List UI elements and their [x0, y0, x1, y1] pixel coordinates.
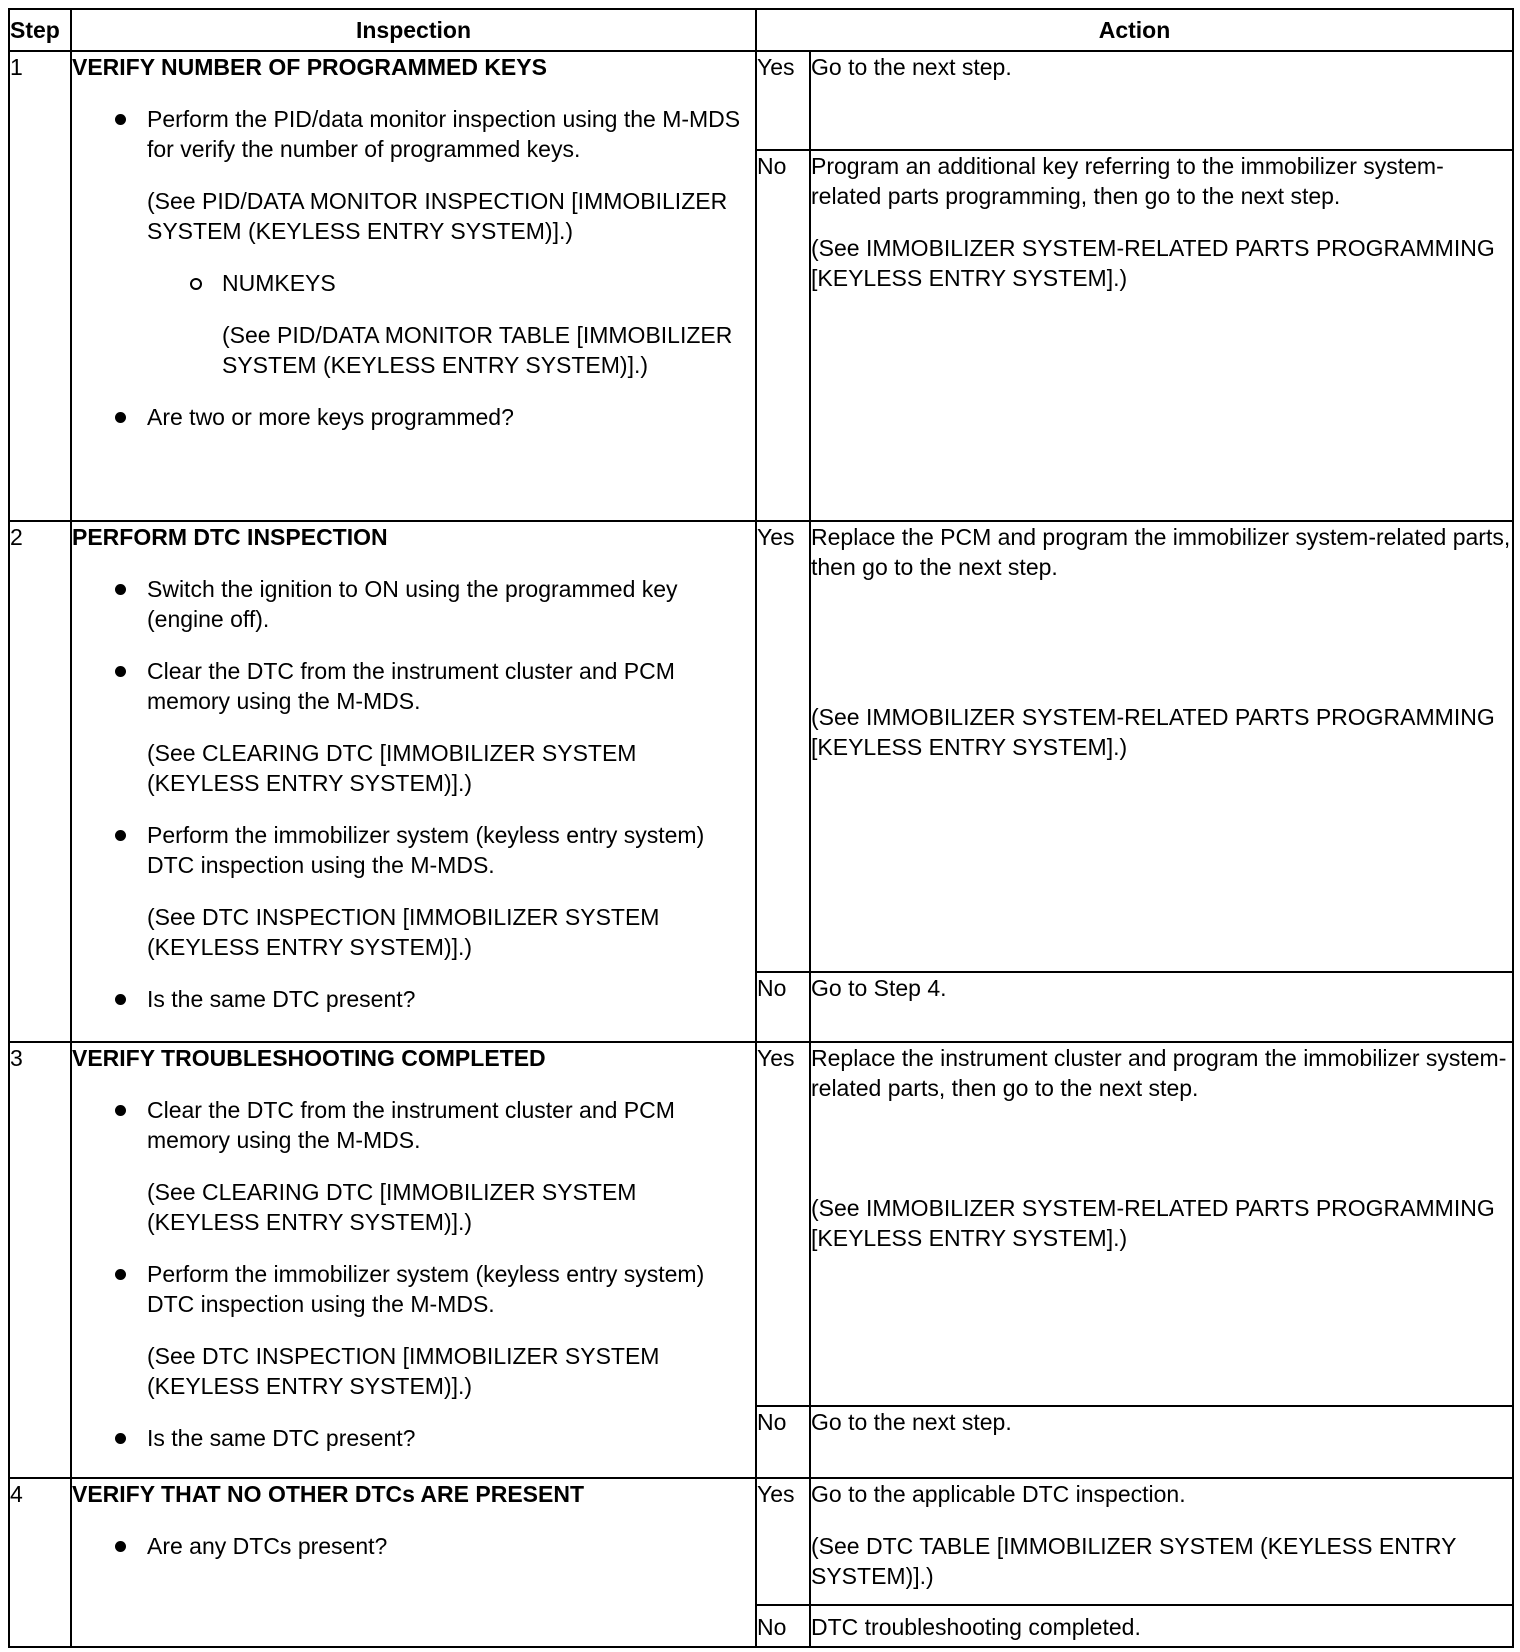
inspection-cell [71, 521, 756, 1042]
no-label: No [756, 150, 810, 522]
action-cell [810, 972, 1513, 1042]
no-label: No [756, 1605, 810, 1647]
yes-label: Yes [756, 1042, 810, 1406]
step-title: PERFORM DTC INSPECTION [72, 524, 388, 551]
table-row [9, 51, 1513, 149]
inspection-cell [71, 1478, 756, 1647]
bullet-item: Clear the DTC from the instrument cluster and PCM memory using the M-MDS. [72, 656, 755, 716]
bullet-item: Are two or more keys programmed? [72, 402, 755, 432]
reference-link[interactable]: (See IMMOBILIZER SYSTEM-RELATED PARTS PROGRAMMING [KEYLESS ENTRY SYSTEM].) [811, 234, 1495, 291]
step-number: 1 [9, 51, 71, 521]
reference-link[interactable]: (See CLEARING DTC [IMMOBILIZER SYSTEM (KEYLESS ENTRY SYSTEM)].) [147, 740, 637, 797]
reference-link[interactable]: (See IMMOBILIZER SYSTEM-RELATED PARTS PROGRAMMING [KEYLESS ENTRY SYSTEM].) [811, 704, 1495, 761]
reference-link[interactable]: (See DTC INSPECTION [IMMOBILIZER SYSTEM (KEYLESS ENTRY SYSTEM)].) [147, 1343, 660, 1399]
bullet-item: Is the same DTC present? [72, 1423, 755, 1453]
bullet-item: Perform the immobilizer system (keyless entry system) DTC inspection using the M-MDS. [72, 1259, 755, 1319]
step-number: 4 [9, 1478, 71, 1647]
reference-link[interactable]: (See IMMOBILIZER SYSTEM-RELATED PARTS PROGRAMMING [KEYLESS ENTRY SYSTEM].) [811, 1195, 1495, 1251]
table-row [9, 521, 1513, 971]
troubleshooting-table [8, 8, 1514, 1648]
action-cell [810, 1605, 1513, 1647]
reference-link[interactable]: (See PID/DATA MONITOR INSPECTION [IMMOBILIZER SYSTEM (KEYLESS ENTRY SYSTEM)].) [147, 188, 728, 245]
reference-link[interactable]: (See CLEARING DTC [IMMOBILIZER SYSTEM (KEYLESS ENTRY SYSTEM)].) [147, 1179, 637, 1235]
step-number: 2 [9, 521, 71, 1042]
bullet-item: Switch the ignition to ON using the programmed key (engine off). [72, 574, 755, 634]
action-text: Go to Step 4. [811, 974, 947, 1001]
reference-link[interactable]: (See DTC TABLE [IMMOBILIZER SYSTEM (KEYLESS ENTRY SYSTEM)].) [811, 1533, 1457, 1590]
bullet-item: Are any DTCs present? [72, 1531, 755, 1561]
no-label: No [756, 1406, 810, 1478]
step-title: VERIFY TROUBLESHOOTING COMPLETED [72, 1045, 546, 1071]
header-action: Action [756, 9, 1513, 51]
reference-link[interactable]: (See DTC INSPECTION [IMMOBILIZER SYSTEM (KEYLESS ENTRY SYSTEM)].) [147, 904, 660, 961]
action-text: Replace the instrument cluster and program the immobilizer system-related parts, then go to the next step. [811, 1045, 1507, 1101]
bullet-item: Perform the immobilizer system (keyless entry system) DTC inspection using the M-MDS. [72, 820, 755, 880]
header-row [9, 9, 1513, 51]
step-title: VERIFY NUMBER OF PROGRAMMED KEYS [72, 54, 547, 81]
table-row [9, 1478, 1513, 1605]
step-number: 3 [9, 1042, 71, 1478]
inspection-cell [71, 51, 756, 521]
action-text: Go to the next step. [811, 54, 1012, 81]
action-cell [810, 51, 1513, 149]
action-text: DTC troubleshooting completed. [811, 1613, 1141, 1640]
action-text: Go to the applicable DTC inspection. [811, 1481, 1186, 1508]
header-step: Step [9, 9, 71, 51]
yes-label: Yes [756, 51, 810, 149]
action-cell [810, 1478, 1513, 1605]
reference-link[interactable]: (See PID/DATA MONITOR TABLE [IMMOBILIZER SYSTEM (KEYLESS ENTRY SYSTEM)].) [222, 322, 733, 379]
table-row [9, 1042, 1513, 1406]
action-cell [810, 1042, 1513, 1406]
yes-label: Yes [756, 1478, 810, 1605]
no-label: No [756, 972, 810, 1042]
bullet-item: Clear the DTC from the instrument cluster and PCM memory using the M-MDS. [72, 1095, 755, 1155]
yes-label: Yes [756, 521, 810, 971]
action-cell [810, 1406, 1513, 1478]
step-title: VERIFY THAT NO OTHER DTCs ARE PRESENT [72, 1481, 585, 1508]
bullet-item: Is the same DTC present? [72, 984, 755, 1014]
action-cell [810, 521, 1513, 971]
inspection-cell [71, 1042, 756, 1478]
action-text: Program an additional key referring to the immobilizer system-related parts programming, then go to the next step. [811, 152, 1444, 209]
sub-bullet-item: NUMKEYS [72, 268, 755, 298]
action-text: Replace the PCM and program the immobilizer system-related parts, then go to the next step. [811, 524, 1511, 581]
header-inspection: Inspection [71, 9, 756, 51]
action-cell [810, 150, 1513, 522]
bullet-item: Perform the PID/data monitor inspection using the M-MDS for verify the number of programmed keys. [72, 104, 755, 164]
action-text: Go to the next step. [811, 1408, 1012, 1435]
